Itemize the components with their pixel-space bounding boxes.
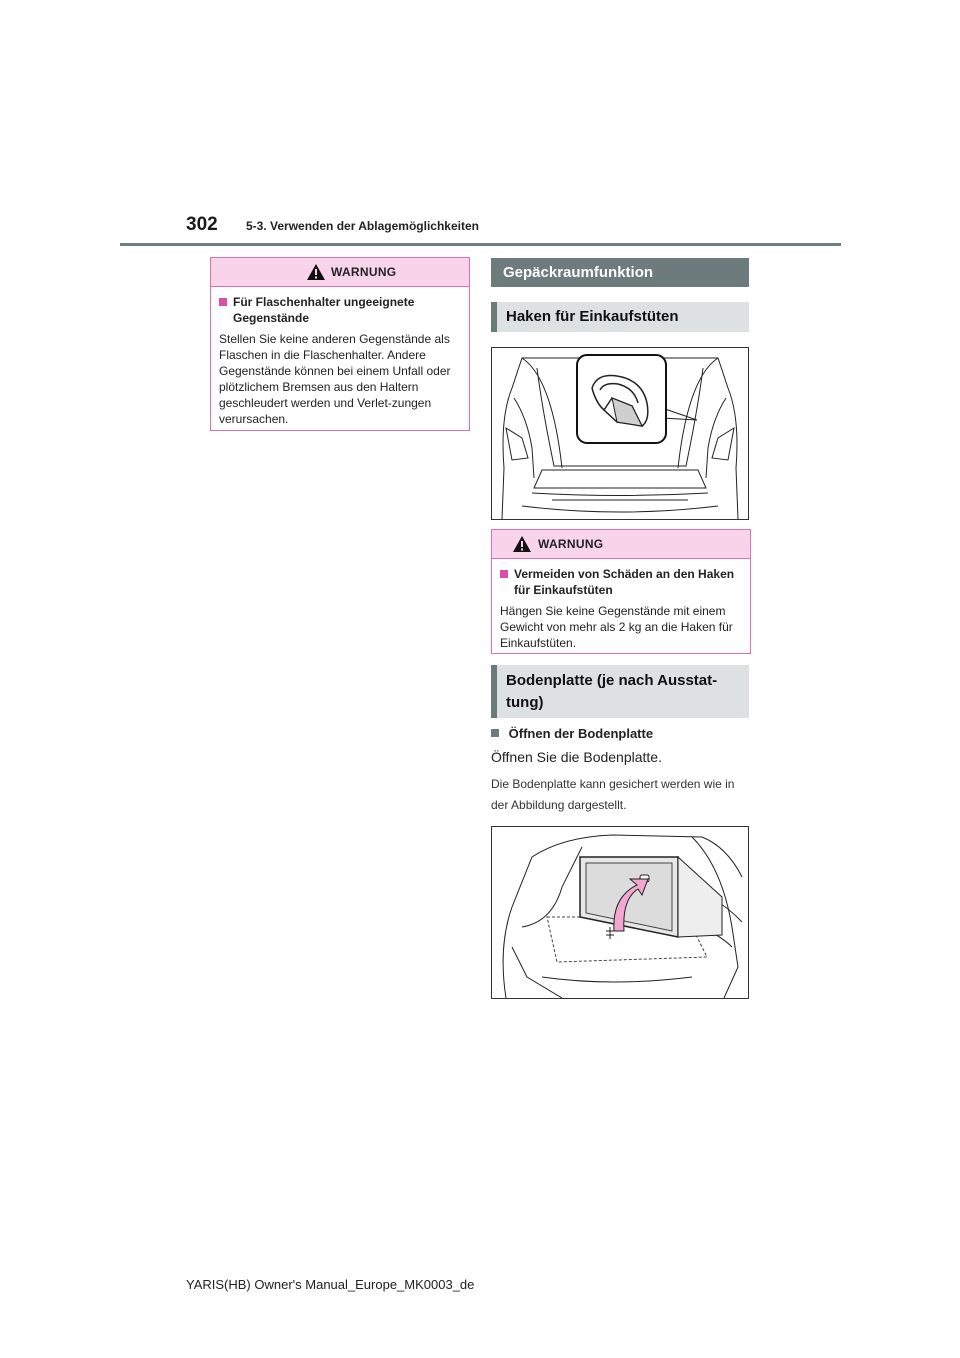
header-rule [120, 243, 841, 246]
main-heading-text: Gepäckraumfunktion [503, 264, 654, 281]
main-heading [491, 258, 749, 287]
warning-title-text: Vermeiden von Schäden an den Haken für Einkaufstüten [514, 567, 735, 597]
warning-label: WARNUNG [538, 537, 604, 551]
warning-box-bottle-holder [210, 257, 470, 431]
note-text: Die Bodenplatte kann gesichert werden wie in der Abbildung dargestellt. [491, 777, 735, 812]
bullet-square-icon [491, 729, 499, 737]
warning-triangle-icon [512, 535, 532, 553]
warning-text: Hängen Sie keine Gegenstände mit einem Gewicht von mehr als 2 kg an die Haken für Einkaufstüten. [500, 604, 733, 650]
floor-board-illustration [492, 827, 748, 998]
warning-text: Stellen Sie keine anderen Gegenstände als Flaschen in die Flaschenhalter. Andere Gegenstände können bei einem Unfall oder plötzlichem Bremsen aus den Haltern geschleudert werden und Verlet-zungen verursachen. [219, 332, 451, 426]
bullet-square-icon [219, 298, 227, 306]
footer-text: YARIS(HB) Owner's Manual_Europe_MK0003_de [186, 1277, 475, 1292]
bullet-square-icon [500, 570, 508, 578]
instruction-text: Öffnen Sie die Bodenplatte. [491, 749, 662, 765]
warning-label: WARNUNG [331, 265, 397, 279]
sub-heading-floor-board [491, 665, 749, 718]
warning-box-shopping-hooks [491, 529, 751, 654]
trunk-hook-illustration [492, 348, 748, 519]
sub-heading-2-text: Bodenplatte (je nach Ausstat-tung) [506, 672, 718, 711]
item-heading-open-floor-board [491, 726, 653, 741]
sub-heading-1-text: Haken für Einkaufstüten [506, 308, 679, 325]
warning-title [219, 294, 461, 326]
warning-triangle-icon [306, 263, 326, 281]
warning-header [211, 258, 469, 287]
warning-title-text: Für Flaschenhalter ungeeignete Gegenstände [233, 295, 415, 325]
page-number: 302 [186, 214, 218, 235]
figure-floor-board [491, 826, 749, 999]
item-heading-text: Öffnen der Bodenplatte [508, 726, 654, 741]
warning-header [492, 530, 750, 559]
figure-shopping-hook [491, 347, 749, 520]
sub-heading-shopping-hooks [491, 302, 749, 332]
warning-title [500, 566, 742, 598]
section-title: 5-3. Verwenden der Ablagemöglichkeiten [246, 219, 479, 233]
